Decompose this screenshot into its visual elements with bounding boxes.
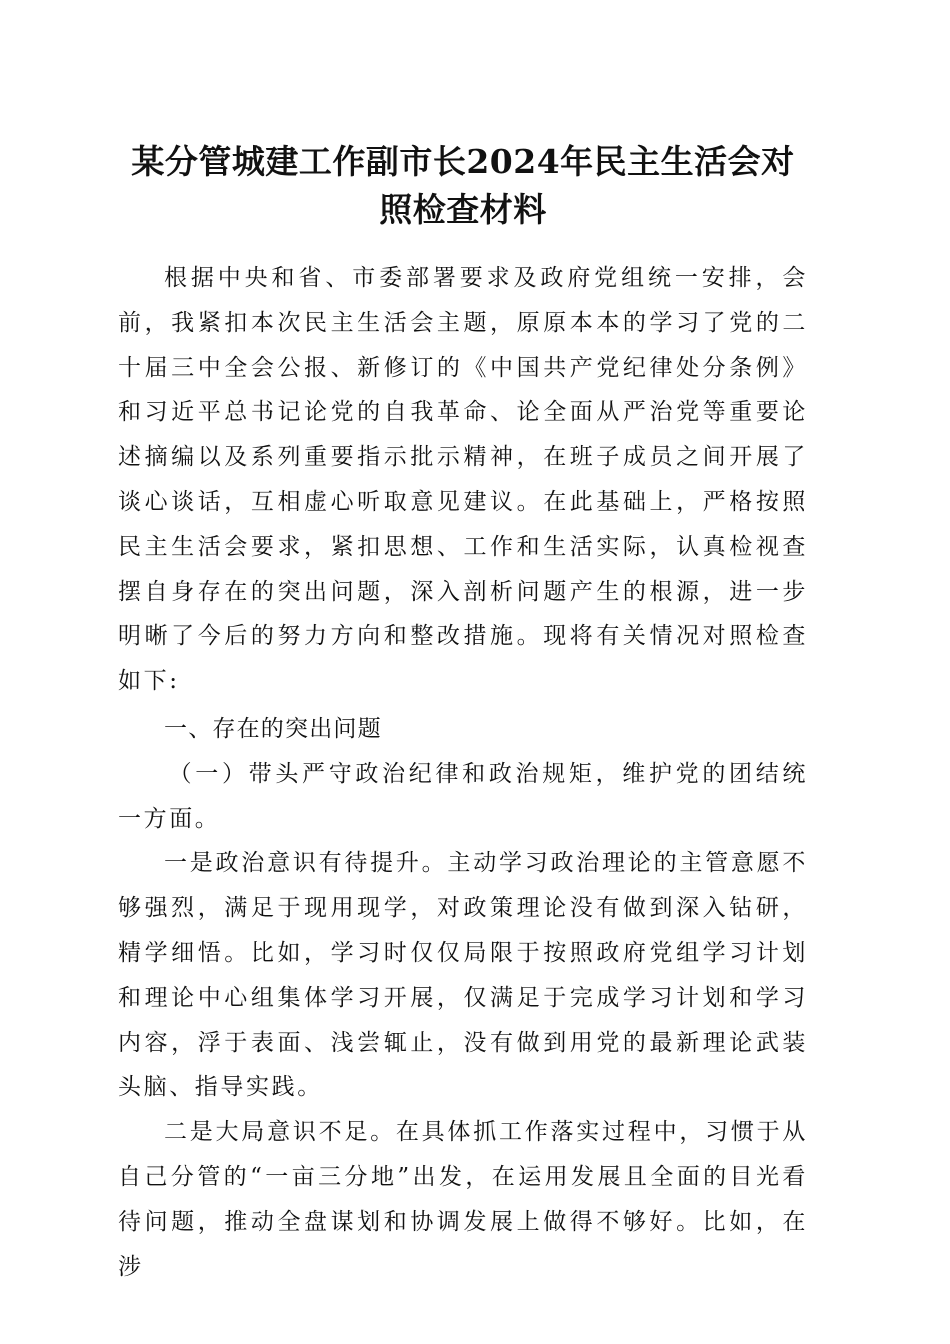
body-paragraph: 一是政治意识有待提升。主动学习政治理论的主管意愿不够强烈，满足于现用现学，对政策理论没有做到深入钻研，精学细悟。比如，学习时仅仅局限于按照政府党组学习计划和理论中心组集体学习开展，仅满足于完成学习计划和学习内容，浮于表面、浅尝辄止，没有做到用党的最新理论武装头脑、指导实践。 [118,850,808,1101]
title-line-2: 照检查材料 [379,190,547,229]
body-paragraph: 二是大局意识不足。在具体抓工作落实过程中，习惯于从自己分管的“一亩三分地”出发，在运用发展且全面的目光看待问题，推动全盘谋划和协调发展上做得不够好。比如，在涉 [118,1119,808,1280]
intro-paragraph: 根据中央和省、市委部署要求及政府党组统一安排，会前，我紧扣本次民主生活会主题，原原本本的学习了党的二十届三中全会公报、新修订的《中国共产党纪律处分条例》和习近平总书记论党的自我革命、论全面从严治党等重要论述摘编以及系列重要指示批示精神，在班子成员之间开展了谈心谈话，互相虚心听取意见建议。在此基础上，严格按照民主生活会要求，紧扣思想、工作和生活实际，认真检视查摆自身存在的突出问题，深入剖析问题产生的根源，进一步明晰了今后的努力方向和整改措施。现将有关情况对照检查如下: [118,265,808,695]
document-title [118,138,808,234]
section-heading: 一、存在的突出问题 [164,715,382,742]
title-line-1: 某分管城建工作副市长2024年民主生活会对 [131,142,795,181]
document-page [118,0,808,1289]
document-body [118,256,808,1289]
subsection-heading: （一）带头严守政治纪律和政治规矩，维护党的团结统一方面。 [118,760,808,832]
